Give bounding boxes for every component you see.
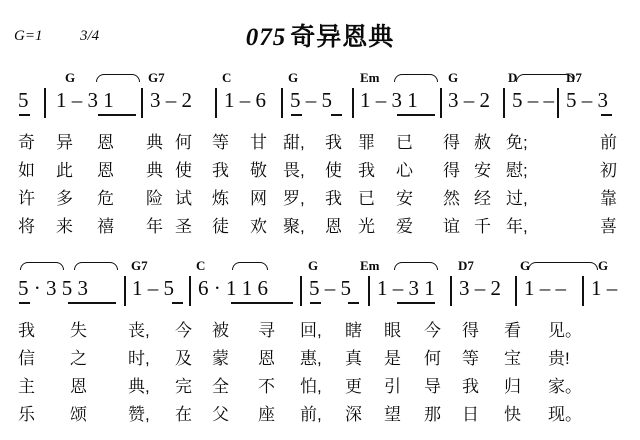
lyric-syllable: 慰; [506,161,528,180]
lyric-syllable: 甘 [250,133,267,152]
lyric-syllable: 信 [18,349,35,368]
barline [450,276,452,306]
lyric-syllable: 完 [175,377,192,396]
lyric-syllable: 险 [146,189,163,208]
barline [352,88,354,118]
lyric-syllable: 恩 [97,161,114,180]
lyric-syllable: 那 [424,405,441,424]
lyrics-block-2 [0,316,640,428]
note-row-1 [0,88,640,128]
lyric-syllable: 蒙 [212,349,229,368]
barline [440,88,442,118]
note-group: 1 – 3 1 [360,88,418,112]
chord-symbol: Em [360,70,380,85]
lyric-syllable: 前, [300,405,322,424]
note-group: 5 – 5 [309,276,351,300]
lyric-syllable: 年, [506,217,528,236]
lyric-line [0,344,640,372]
lyric-line [0,184,640,212]
slur-arc [232,262,268,270]
song-title: 奇异恩典 [290,24,395,51]
lyric-syllable: 禧 [97,217,114,236]
slur-arc [74,262,118,270]
lyric-syllable: 过, [506,189,528,208]
note-group: 3 – 2 [459,276,501,300]
lyric-syllable: 我 [18,321,35,340]
lyric-syllable: 我 [325,133,342,152]
lyric-syllable: 畏, [283,161,305,180]
lyric-syllable: 异 [56,133,73,152]
lyric-syllable: 怕, [300,377,322,396]
lyric-syllable: 罗, [283,189,305,208]
note-group: 5 · 3 5 3 [18,276,88,300]
lyric-syllable: 及 [175,349,192,368]
lyric-syllable: 贵! [548,349,570,368]
lyric-syllable: 家。 [548,377,582,396]
chord-symbol: G7 [131,258,148,273]
beam-line [98,114,136,116]
lyric-syllable: 我 [325,189,342,208]
lyric-syllable: 瞎 [345,321,362,340]
note-group: 1 – – [524,276,566,300]
lyric-syllable: 被 [212,321,229,340]
lyric-line [0,128,640,156]
lyric-syllable: 许 [18,189,35,208]
lyric-syllable: 将 [18,217,35,236]
note-group: 5 [18,88,29,112]
page-title [0,17,640,53]
key-signature: G=1 [14,28,43,44]
lyric-syllable: 来 [56,217,73,236]
barline [215,88,217,118]
lyric-syllable: 多 [56,189,73,208]
lyric-syllable: 安 [474,161,491,180]
lyric-syllable: 今 [175,321,192,340]
lyric-syllable: 赦 [474,133,491,152]
lyric-syllable: 罪 [358,133,375,152]
beam-line [397,114,435,116]
lyric-syllable: 快 [504,405,521,424]
chord-symbol: D7 [458,258,474,273]
lyric-syllable: 试 [175,189,192,208]
note-group: 1 – 3 1 [56,88,114,112]
tie-arc [528,262,598,270]
lyric-syllable: 谊 [443,217,460,236]
lyric-syllable: 乐 [18,405,35,424]
lyric-syllable: 导 [424,377,441,396]
lyric-syllable: 安 [396,189,413,208]
chord-symbol: G [288,70,299,85]
beam-line [348,302,359,304]
lyric-syllable: 典, [128,377,150,396]
chord-symbol: C [222,70,232,85]
lyric-syllable: 危 [97,189,114,208]
time-signature: 3/4 [80,28,100,44]
barline [503,88,505,118]
barline [300,276,302,306]
lyric-syllable: 炼 [212,189,229,208]
barline [368,276,370,306]
lyric-syllable: 惠, [300,349,322,368]
beam-line [331,114,342,116]
note-row-2 [0,276,640,316]
chord-symbol: G7 [148,70,165,85]
lyric-syllable: 欢 [250,217,267,236]
beam-line [19,114,30,116]
barline [557,88,559,118]
barline [141,88,143,118]
lyric-syllable: 敬 [250,161,267,180]
lyric-syllable: 何 [175,133,192,152]
lyric-line [0,212,640,240]
lyric-syllable: 座 [258,405,275,424]
lyric-syllable: 如 [18,161,35,180]
beam-line [68,302,116,304]
slur-arc [394,262,438,270]
lyric-syllable: 已 [396,133,413,152]
note-group: 5 – 3 [566,88,608,112]
lyric-syllable: 日 [462,405,479,424]
slur-arc [96,74,140,82]
lyric-syllable: 眼 [384,321,401,340]
lyric-syllable: 初 [600,161,617,180]
lyric-line [0,372,640,400]
song-number: 075 [245,24,287,51]
barline [515,276,517,306]
lyric-syllable: 甜, [283,133,305,152]
beam-line [172,302,183,304]
lyric-syllable: 奇 [18,133,35,152]
lyric-line [0,156,640,184]
note-group: 5 – 5 [290,88,332,112]
lyric-syllable: 我 [358,161,375,180]
chord-symbol: G [65,70,76,85]
lyric-syllable: 网 [250,189,267,208]
beam-line [291,114,302,116]
lyric-syllable: 光 [358,217,375,236]
staff-system-2 [0,258,640,428]
lyric-syllable: 圣 [175,217,192,236]
lyric-syllable: 聚, [283,217,305,236]
tie-arc [516,74,574,82]
lyric-syllable: 等 [212,133,229,152]
lyric-line [0,316,640,344]
lyric-syllable: 然 [443,189,460,208]
chord-symbol: G [308,258,319,273]
note-group: 1 – 5 [132,276,174,300]
lyric-syllable: 前 [600,133,617,152]
note-group: 6 · 1 1 6 [198,276,268,300]
slur-arc [394,74,438,82]
note-group: 5 – – [512,88,554,112]
barline [189,276,191,306]
chord-symbol: G [520,258,531,273]
lyric-syllable: 经 [474,189,491,208]
lyrics-block-1 [0,128,640,240]
lyric-syllable: 爱 [396,217,413,236]
note-group: 1 – [591,276,618,300]
note-group: 1 – 3 1 [377,276,435,300]
lyric-syllable: 之 [70,349,87,368]
lyric-syllable: 深 [345,405,362,424]
lyric-syllable: 见。 [548,321,582,340]
slur-arc [20,262,64,270]
lyric-syllable: 年 [146,217,163,236]
lyric-syllable: 何 [424,349,441,368]
lyric-syllable: 典 [146,133,163,152]
lyric-syllable: 回, [300,321,322,340]
lyric-syllable: 时, [128,349,150,368]
note-group: 3 – 2 [150,88,192,112]
chord-symbol: G [598,258,609,273]
lyric-syllable: 归 [504,377,521,396]
beam-line [231,302,293,304]
chord-row-2 [0,258,640,276]
beam-line [310,302,321,304]
chord-row-1 [0,70,640,88]
lyric-syllable: 恩 [325,217,342,236]
lyric-syllable: 赞, [128,405,150,424]
lyric-syllable: 失 [70,321,87,340]
lyric-syllable: 主 [18,377,35,396]
lyric-syllable: 寻 [258,321,275,340]
note-group: 1 – 6 [224,88,266,112]
lyric-line [0,400,640,428]
lyric-syllable: 引 [384,377,401,396]
lyric-syllable: 徒 [212,217,229,236]
lyric-syllable: 看 [504,321,521,340]
lyric-syllable: 靠 [600,189,617,208]
lyric-syllable: 真 [345,349,362,368]
barline [44,88,46,118]
lyric-syllable: 已 [358,189,375,208]
lyric-syllable: 颂 [70,405,87,424]
lyric-syllable: 父 [212,405,229,424]
lyric-syllable: 现。 [548,405,582,424]
lyric-syllable: 得 [443,161,460,180]
lyric-syllable: 等 [462,349,479,368]
lyric-syllable: 是 [384,349,401,368]
chord-symbol: Em [360,258,380,273]
lyric-syllable: 此 [56,161,73,180]
barline [281,88,283,118]
beam-line [397,302,435,304]
lyric-syllable: 恩 [258,349,275,368]
chord-symbol: C [196,258,206,273]
lyric-syllable: 千 [474,217,491,236]
staff-system-1 [0,70,640,240]
lyric-syllable: 今 [424,321,441,340]
lyric-syllable: 心 [396,161,413,180]
lyric-syllable: 望 [384,405,401,424]
barline [582,276,584,306]
lyric-syllable: 更 [345,377,362,396]
lyric-syllable: 我 [212,161,229,180]
lyric-syllable: 宝 [504,349,521,368]
lyric-syllable: 典 [146,161,163,180]
lyric-syllable: 恩 [70,377,87,396]
chord-symbol: D [508,70,518,85]
lyric-syllable: 得 [462,321,479,340]
lyric-syllable: 使 [325,161,342,180]
lyric-syllable: 丧, [128,321,150,340]
beam-line [19,302,30,304]
lyric-syllable: 使 [175,161,192,180]
lyric-syllable: 得 [443,133,460,152]
lyric-syllable: 在 [175,405,192,424]
lyric-syllable: 恩 [97,133,114,152]
lyric-syllable: 我 [462,377,479,396]
lyric-syllable: 免; [506,133,528,152]
beam-line [601,114,612,116]
lyric-syllable: 全 [212,377,229,396]
lyric-syllable: 喜 [600,217,617,236]
lyric-syllable: 不 [258,377,275,396]
chord-symbol: D7 [566,70,582,85]
note-group: 3 – 2 [448,88,490,112]
chord-symbol: G [448,70,459,85]
barline [124,276,126,306]
